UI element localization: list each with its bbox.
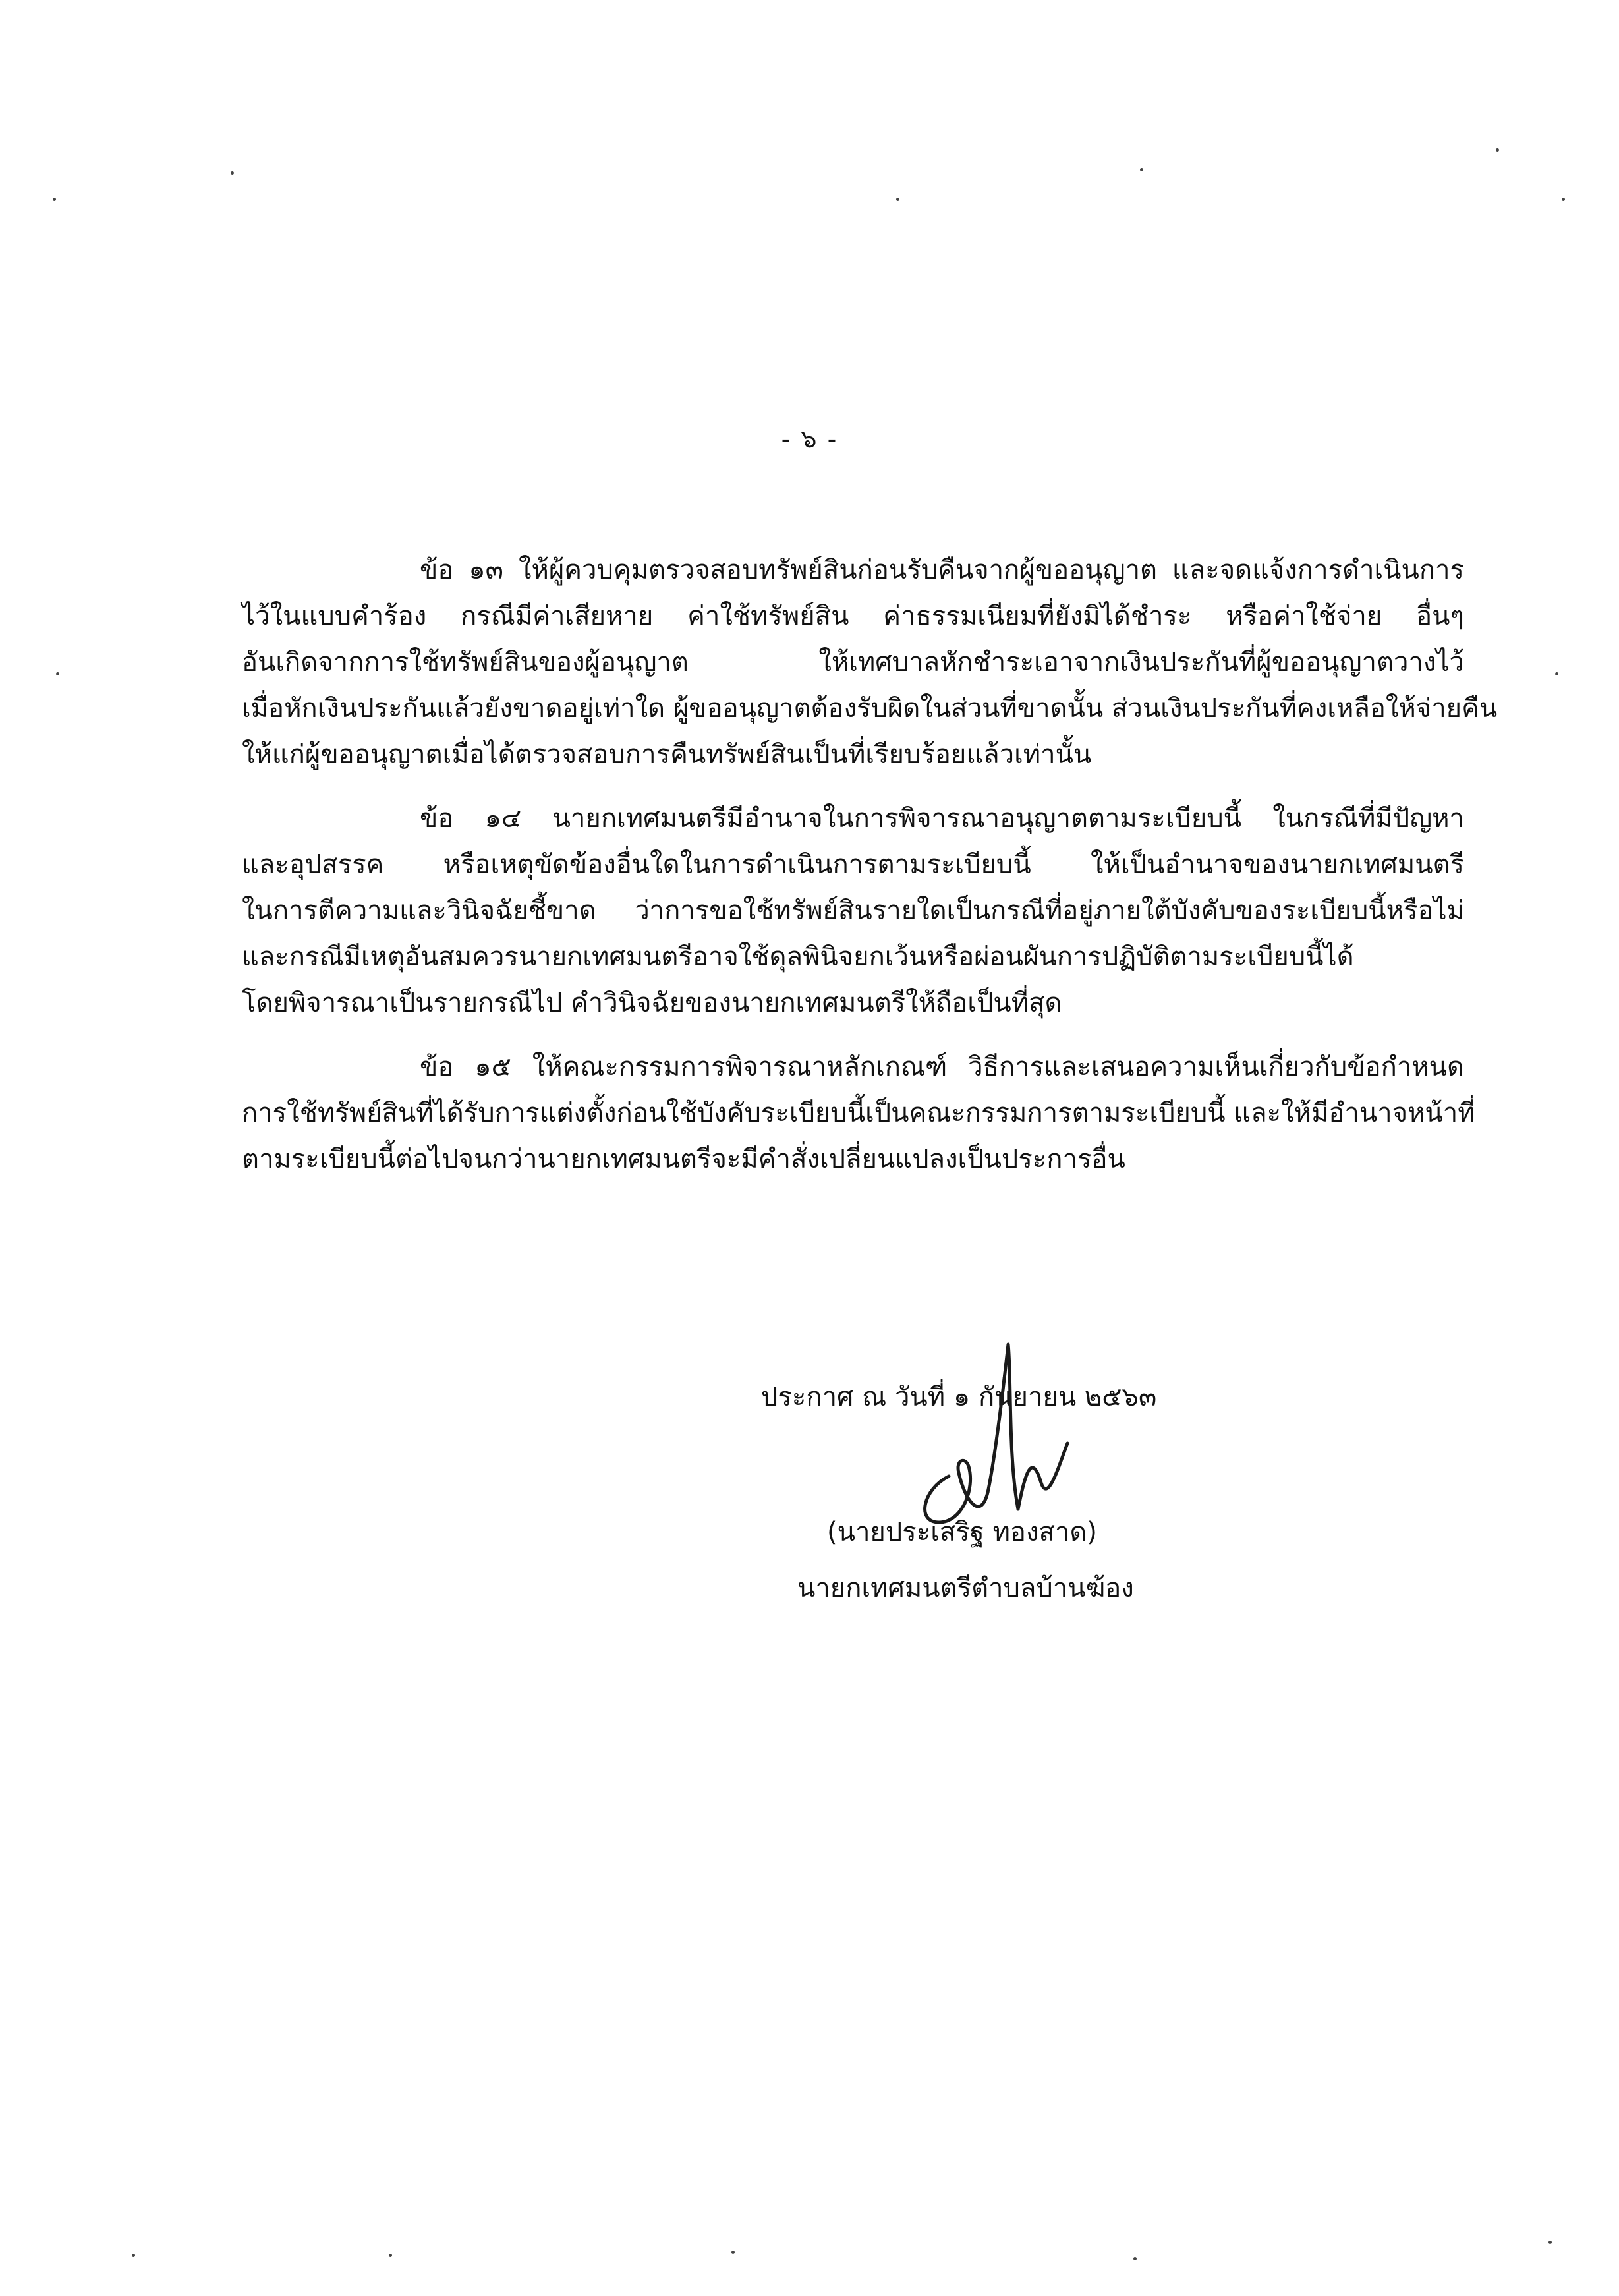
page-number: - ๖ - — [781, 424, 838, 453]
signer-name: (นายประเสริฐ ทองสาด) — [827, 1517, 1097, 1547]
clause-13-line: ให้แก่ผู้ขออนุญาตเมื่อได้ตรวจสอบการคืนทรัพย์สินเป็นที่เรียบร้อยแล้วเท่านั้น — [242, 739, 1092, 770]
scan-speck — [389, 2254, 392, 2257]
document-body — [242, 547, 1498, 1200]
clause-15-line: ตามระเบียบนี้ต่อไปจนกว่านายกเทศมนตรีจะมีคำสั่งเปลี่ยนแปลงเป็นประการอื่น — [242, 1144, 1125, 1174]
clause-15-line: การใช้ทรัพย์สินที่ได้รับการแต่งตั้งก่อนใช้บังคับระเบียบนี้เป็นคณะกรรมการตามระเบียบนี้ และให้มีอำนาจหน้าที่ — [242, 1098, 1475, 1128]
clause-14-line: ในการตีความและวินิจฉัยชี้ขาด ว่าการขอใช้ทรัพย์สินรายใดเป็นกรณีที่อยู่ภายใต้บังคับของระเบียบนี้หรือไม่ — [242, 896, 1464, 926]
scan-speck — [1562, 198, 1565, 201]
clause-14-line: โดยพิจารณาเป็นรายกรณีไป คำวินิจฉัยของนายกเทศมนตรีให้ถือเป็นที่สุด — [242, 988, 1062, 1018]
clause-14-line: ข้อ ๑๔ นายกเทศมนตรีมีอำนาจในการพิจารณาอนุญาตตามระเบียบนี้ ในกรณีที่มีปัญหา — [420, 803, 1464, 834]
scan-speck — [1496, 148, 1499, 152]
clause-13-line: อันเกิดจากการใช้ทรัพย์สินของผู้อนุญาต ให้เทศบาลหักชำระเอาจากเงินประกันที่ผู้ขออนุญาตวางไว้ — [242, 647, 1464, 677]
clause-13 — [242, 547, 1498, 778]
signer-title: นายกเทศมนตรีตำบลบ้านฆ้อง — [797, 1573, 1134, 1603]
scan-speck — [1555, 672, 1558, 675]
clause-15-line: ข้อ ๑๕ ให้คณะกรรมการพิจารณาหลักเกณฑ์ วิธีการและเสนอความเห็นเกี่ยวกับข้อกำหนด — [420, 1052, 1464, 1082]
scan-speck — [231, 171, 234, 175]
scan-speck — [896, 198, 899, 201]
clause-14-line: และกรณีมีเหตุอันสมควรนายกเทศมนตรีอาจใช้ดุลพินิจยกเว้นหรือผ่อนผันการปฏิบัติตามระเบียบนี้ได้ — [242, 942, 1354, 972]
clause-15 — [242, 1044, 1475, 1182]
scan-speck — [1133, 2257, 1137, 2260]
scan-speck — [731, 2251, 735, 2254]
scan-speck — [1140, 168, 1143, 171]
clause-13-line: ข้อ ๑๓ ให้ผู้ควบคุมตรวจสอบทรัพย์สินก่อนรับคืนจากผู้ขออนุญาต และจดแจ้งการดำเนินการ — [420, 555, 1464, 585]
clause-14 — [242, 795, 1464, 1026]
scan-speck — [56, 672, 59, 675]
announcement-date: ประกาศ ณ วันที่ ๑ กันยายน ๒๕๖๓ — [761, 1382, 1157, 1412]
clause-13-line: ไว้ในแบบคำร้อง กรณีมีค่าเสียหาย ค่าใช้ทรัพย์สิน ค่าธรรมเนียมที่ยังมิได้ชำระ หรือค่าใช้จ่าย อื่นๆ — [242, 601, 1464, 631]
scan-speck — [53, 198, 56, 201]
scan-speck — [132, 2254, 135, 2257]
scan-speck — [1548, 2241, 1552, 2244]
clause-14-line: และอุปสรรค หรือเหตุขัดข้องอื่นใดในการดำเนินการตามระเบียบนี้ ให้เป็นอำนาจของนายกเทศมนตรี — [242, 849, 1464, 880]
clause-13-line: เมื่อหักเงินประกันแล้วยังขาดอยู่เท่าใด ผู้ขออนุญาตต้องรับผิดในส่วนที่ขาดนั้น ส่วนเงินประกันที่คงเหลือให้จ่ายคืน — [242, 693, 1498, 724]
